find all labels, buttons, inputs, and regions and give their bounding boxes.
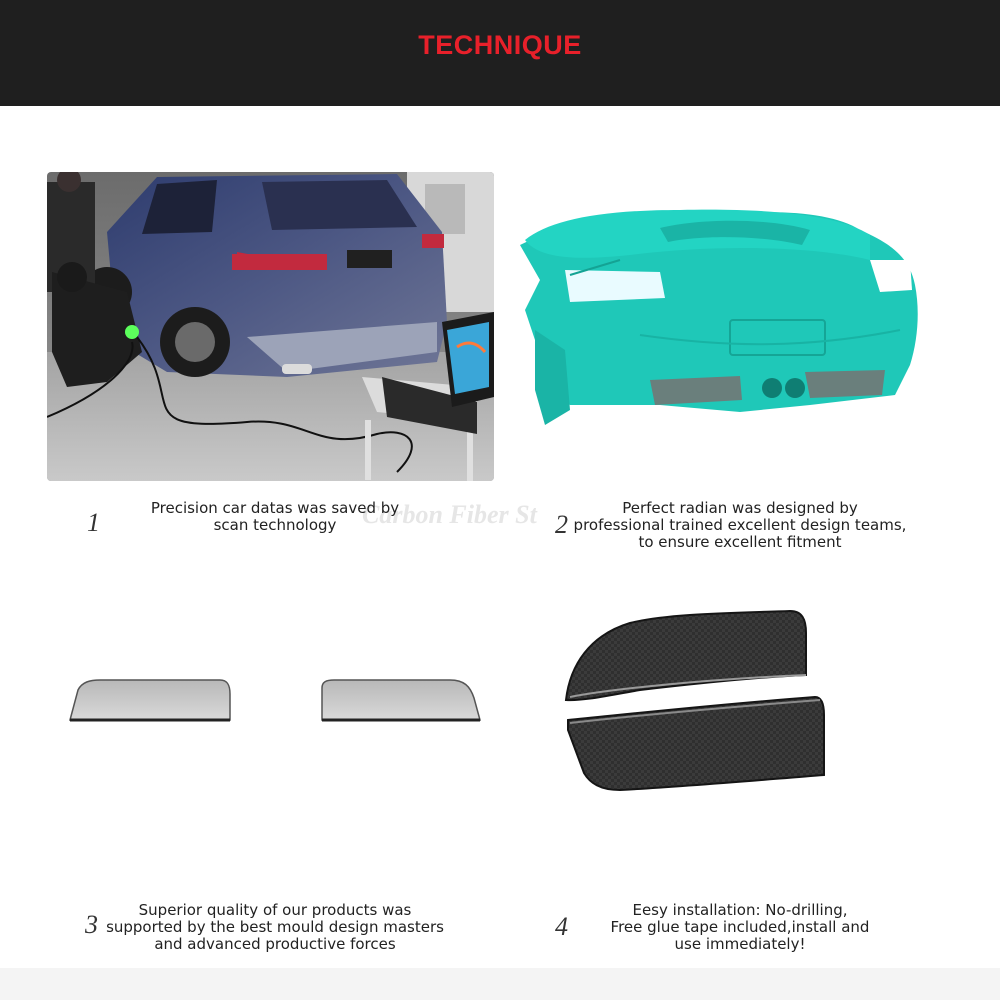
scan-photo: [47, 172, 494, 481]
step-1-number: 1: [87, 508, 100, 537]
step-2-caption: Perfect radian was designed by professional trained excellent design teams, to ensure excellent fitment: [573, 499, 907, 551]
scan-model-image: [510, 200, 930, 440]
step-3-caption: Superior quality of our products was supported by the best mould design masters and advanced productive forces: [106, 901, 444, 953]
watermark-text: Carbon Fiber St: [362, 500, 537, 529]
scan-photo-illustration: [47, 172, 494, 481]
mould-parts-image: [60, 668, 490, 728]
step-4-caption: Eesy installation: No-drilling, Free glue tape included,install and use immediately!: [610, 901, 870, 953]
header-bar: [0, 0, 1000, 106]
step-3-number: 3: [85, 910, 98, 939]
step-4-number: 4: [555, 912, 568, 941]
scan-model-illustration: [510, 200, 930, 440]
carbon-parts-image: [560, 605, 830, 795]
page-title: TECHNIQUE: [418, 30, 582, 60]
step-1-caption: Precision car datas was saved by scan technology: [150, 499, 400, 534]
step-2-number: 2: [555, 510, 568, 539]
bottom-bar: [0, 968, 1000, 1000]
mould-parts-illustration: [60, 668, 490, 728]
carbon-parts-illustration: [560, 605, 830, 795]
